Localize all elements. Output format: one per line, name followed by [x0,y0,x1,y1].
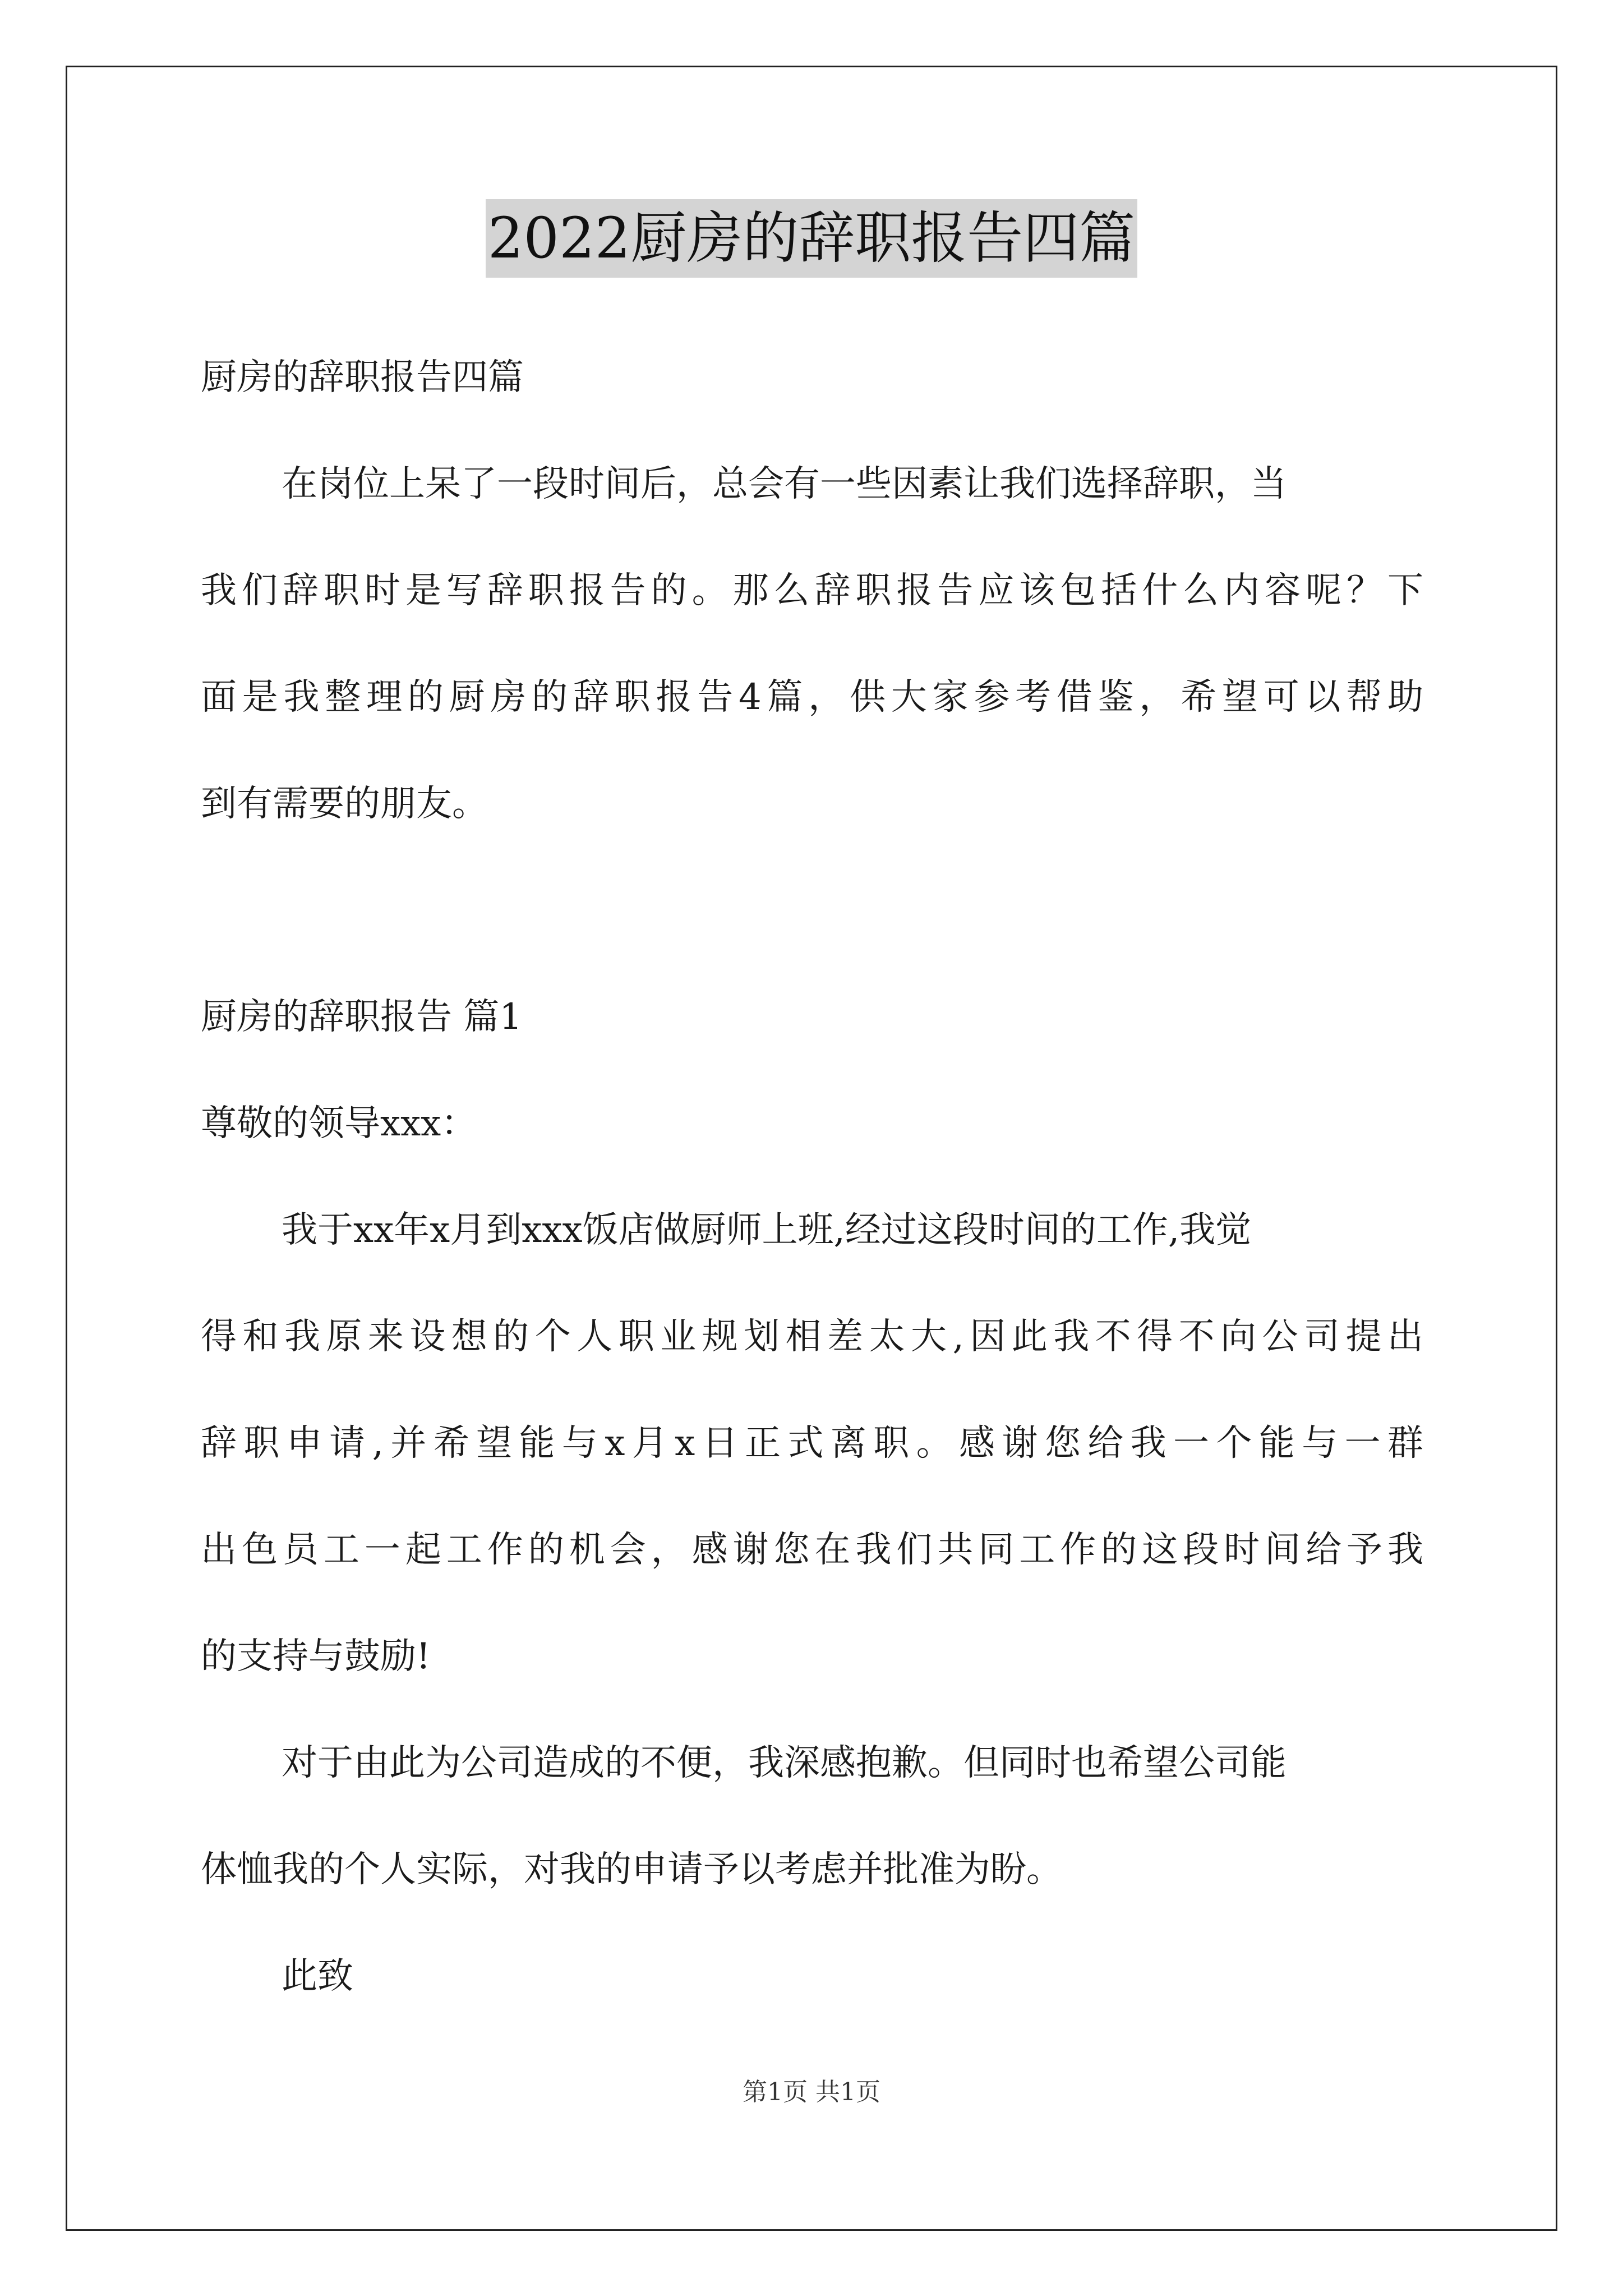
intro-line-1: 在岗位上呆了一段时间后，总会有一些因素让我们选择辞职，当 [282,463,1287,505]
paragraph1-line-1: 我于xx年x月到xxx饭店做厨师上班,经过这段时间的工作,我觉 [282,1209,1252,1251]
paragraph2-line-1: 对于由此为公司造成的不便，我深感抱歉。但同时也希望公司能 [282,1742,1287,1784]
closing: 此致 [282,1955,353,1997]
paragraph1-line-4: 出色员工一起工作的机会，感谢您在我们共同工作的这段时间给予我 [201,1529,1423,1571]
intro-line-3: 面是我整理的厨房的辞职报告4篇，供大家参考借鉴，希望可以帮助 [201,677,1423,718]
salutation: 尊敬的领导xxx： [201,1103,477,1144]
title-container [0,199,1623,278]
paragraph1-line-5: 的支持与鼓励! [201,1636,431,1677]
document-subtitle: 厨房的辞职报告四篇 [201,357,524,398]
intro-line-4: 到有需要的朋友。 [201,783,488,825]
paragraph2-line-2: 体恤我的个人实际，对我的申请予以考虑并批准为盼。 [201,1849,1062,1890]
section-heading: 厨房的辞职报告 篇1 [201,996,523,1038]
intro-line-2: 我们辞职时是写辞职报告的。那么辞职报告应该包括什么内容呢？下 [201,570,1423,611]
paragraph1-line-2: 得和我原来设想的个人职业规划相差太大,因此我不得不向公司提出 [201,1316,1423,1358]
page-footer: 第1页 共1页 [743,2078,880,2106]
paragraph1-line-3: 辞职申请,并希望能与x月x日正式离职。感谢您给我一个能与一群 [201,1423,1423,1464]
document-title: 2022厨房的辞职报告四篇 [486,199,1138,278]
